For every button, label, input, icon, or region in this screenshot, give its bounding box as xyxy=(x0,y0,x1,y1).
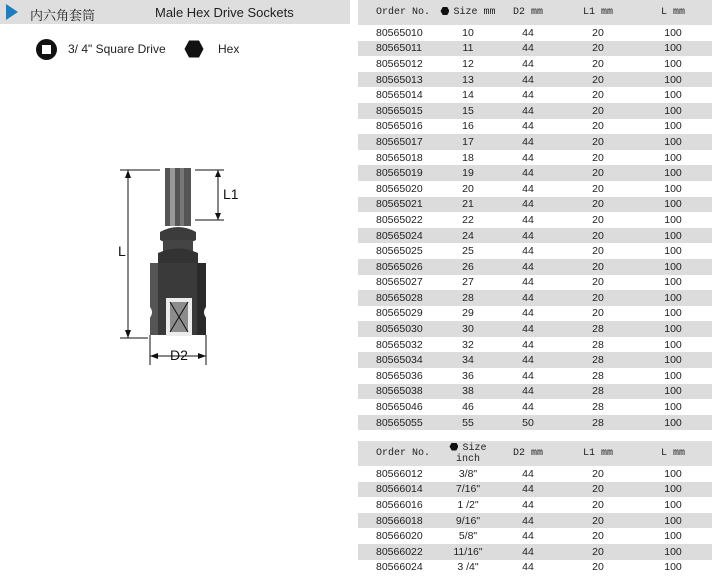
table-row xyxy=(358,306,712,322)
order-no-cell: 80565030 xyxy=(376,323,423,336)
l-cell: 100 xyxy=(664,213,682,226)
order-no-cell: 80565017 xyxy=(376,135,423,148)
l-cell: 100 xyxy=(664,561,682,574)
order-no-cell: 80565010 xyxy=(376,26,423,39)
table-row xyxy=(358,544,712,560)
table-row xyxy=(358,119,712,135)
size-cell: 11 xyxy=(462,42,474,55)
table-row xyxy=(358,228,712,244)
size-cell: 46 xyxy=(462,401,474,414)
table-row xyxy=(358,275,712,291)
d2-cell: 50 xyxy=(522,416,534,429)
table-row xyxy=(358,466,712,482)
square-drive-icon xyxy=(36,39,57,60)
l1-cell: 28 xyxy=(592,354,604,367)
inch-spec-table xyxy=(358,441,712,575)
header-l1: L1 mm xyxy=(582,448,613,459)
size-cell: 34 xyxy=(462,354,474,367)
order-no-cell: 80565028 xyxy=(376,291,423,304)
l1-cell: 28 xyxy=(592,416,604,429)
order-no-cell: 80566012 xyxy=(376,467,423,480)
d2-cell: 44 xyxy=(522,385,534,398)
l-cell: 100 xyxy=(664,135,682,148)
order-no-cell: 80565046 xyxy=(376,401,423,414)
order-no-cell: 80565029 xyxy=(376,307,423,320)
table-row xyxy=(358,165,712,181)
size-cell: 7/16" xyxy=(455,483,481,496)
table-row xyxy=(358,103,712,119)
l-cell: 100 xyxy=(664,245,682,258)
size-cell: 18 xyxy=(462,151,474,164)
l1-cell: 20 xyxy=(592,198,604,211)
d2-cell: 44 xyxy=(522,545,534,558)
size-cell: 27 xyxy=(462,276,474,289)
table-row xyxy=(358,290,712,306)
table-row xyxy=(358,150,712,166)
section-header xyxy=(0,0,350,24)
table-row xyxy=(358,482,712,498)
l-cell: 100 xyxy=(664,354,682,367)
size-cell: 9/16" xyxy=(455,514,481,527)
title-english: Male Hex Drive Sockets xyxy=(155,5,294,20)
size-cell: 19 xyxy=(462,167,474,180)
d2-cell: 44 xyxy=(522,245,534,258)
l-cell: 100 xyxy=(664,514,682,527)
order-no-cell: 80566016 xyxy=(376,498,423,511)
table-row xyxy=(358,399,712,415)
table-row xyxy=(358,384,712,400)
d2-cell: 44 xyxy=(522,369,534,382)
l-cell: 100 xyxy=(664,229,682,242)
table-row xyxy=(358,72,712,88)
size-cell: 26 xyxy=(462,260,474,273)
header-l: L mm xyxy=(660,7,685,18)
size-cell: 14 xyxy=(462,89,474,102)
l-cell: 100 xyxy=(664,307,682,320)
d2-cell: 44 xyxy=(522,198,534,211)
l1-cell: 20 xyxy=(592,229,604,242)
d2-cell: 44 xyxy=(522,323,534,336)
table-row xyxy=(358,134,712,150)
l1-cell: 20 xyxy=(592,26,604,39)
l1-cell: 20 xyxy=(592,213,604,226)
size-cell: 36 xyxy=(462,369,474,382)
l-cell: 100 xyxy=(664,57,682,70)
size-cell: 30 xyxy=(462,323,474,336)
table-row xyxy=(358,513,712,529)
l1-cell: 20 xyxy=(592,151,604,164)
d2-dimension-label: D2 xyxy=(170,347,188,363)
order-no-cell: 80565015 xyxy=(376,104,423,117)
table-body xyxy=(358,466,712,575)
size-cell: 17 xyxy=(462,135,474,148)
table-row xyxy=(358,415,712,431)
order-no-cell: 80565012 xyxy=(376,57,423,70)
l-cell: 100 xyxy=(664,104,682,117)
l-cell: 100 xyxy=(664,276,682,289)
square-drive-label: 3/ 4" Square Drive xyxy=(68,42,166,56)
header-d2: D2 mm xyxy=(512,7,543,18)
d2-cell: 44 xyxy=(522,276,534,289)
l-cell: 100 xyxy=(664,323,682,336)
size-cell: 55 xyxy=(462,416,474,429)
table-row xyxy=(358,337,712,353)
size-cell: 22 xyxy=(462,213,474,226)
order-no-cell: 80565022 xyxy=(376,213,423,226)
header-order-no: Order No. xyxy=(376,448,431,459)
table-row xyxy=(358,259,712,275)
l1-cell: 28 xyxy=(592,323,604,336)
l1-cell: 20 xyxy=(592,530,604,543)
size-cell: 1 /2" xyxy=(457,498,479,511)
hex-icon xyxy=(184,39,204,59)
title-chinese: 内六角套筒 xyxy=(30,8,96,23)
order-no-cell: 80565014 xyxy=(376,89,423,102)
size-cell: 3/8" xyxy=(458,467,478,480)
d2-cell: 44 xyxy=(522,73,534,86)
l1-cell: 20 xyxy=(592,135,604,148)
table-row xyxy=(358,197,712,213)
l-cell: 100 xyxy=(664,73,682,86)
table-row xyxy=(358,528,712,544)
table-row xyxy=(358,25,712,41)
d2-cell: 44 xyxy=(522,135,534,148)
metric-spec-table xyxy=(358,0,712,430)
hex-icon xyxy=(440,7,449,15)
size-cell: 28 xyxy=(462,291,474,304)
order-no-cell: 80565034 xyxy=(376,354,423,367)
l1-cell: 20 xyxy=(592,167,604,180)
d2-cell: 44 xyxy=(522,354,534,367)
l-cell: 100 xyxy=(664,198,682,211)
l-cell: 100 xyxy=(664,498,682,511)
order-no-cell: 80565027 xyxy=(376,276,423,289)
table-row xyxy=(358,56,712,72)
l-cell: 100 xyxy=(664,151,682,164)
socket-diagram xyxy=(100,160,250,375)
header-l1: L1 mm xyxy=(582,7,613,18)
order-no-cell: 80565036 xyxy=(376,369,423,382)
l-cell: 100 xyxy=(664,338,682,351)
l1-cell: 20 xyxy=(592,260,604,273)
size-cell: 13 xyxy=(462,73,474,86)
order-no-cell: 80566018 xyxy=(376,514,423,527)
l1-cell: 28 xyxy=(592,338,604,351)
d2-cell: 44 xyxy=(522,483,534,496)
size-cell: 10 xyxy=(462,26,474,39)
size-cell: 38 xyxy=(462,385,474,398)
order-no-cell: 80565026 xyxy=(376,260,423,273)
table-row xyxy=(358,368,712,384)
order-no-cell: 80566014 xyxy=(376,483,423,496)
l-cell: 100 xyxy=(664,89,682,102)
l1-cell: 20 xyxy=(592,307,604,320)
l1-cell: 20 xyxy=(592,514,604,527)
size-cell: 25 xyxy=(462,245,474,258)
table-row xyxy=(358,243,712,259)
size-cell: 12 xyxy=(462,57,474,70)
l-cell: 100 xyxy=(664,483,682,496)
order-no-cell: 80565024 xyxy=(376,229,423,242)
d2-cell: 44 xyxy=(522,213,534,226)
l1-cell: 20 xyxy=(592,89,604,102)
d2-cell: 44 xyxy=(522,291,534,304)
l-cell: 100 xyxy=(664,42,682,55)
d2-cell: 44 xyxy=(522,338,534,351)
size-cell: 15 xyxy=(462,104,474,117)
d2-cell: 44 xyxy=(522,151,534,164)
d2-cell: 44 xyxy=(522,260,534,273)
l1-cell: 20 xyxy=(592,182,604,195)
hex-label: Hex xyxy=(218,42,240,56)
d2-cell: 44 xyxy=(522,307,534,320)
d2-cell: 44 xyxy=(522,57,534,70)
d2-cell: 44 xyxy=(522,26,534,39)
l-cell: 100 xyxy=(664,26,682,39)
l-cell: 100 xyxy=(664,260,682,273)
d2-cell: 44 xyxy=(522,167,534,180)
l-dimension-label: L xyxy=(118,243,126,259)
order-no-cell: 80565025 xyxy=(376,245,423,258)
table-row xyxy=(358,321,712,337)
table-header xyxy=(358,441,712,466)
order-no-cell: 80566022 xyxy=(376,545,423,558)
order-no-cell: 80565055 xyxy=(376,416,423,429)
header-size: Size inch xyxy=(438,443,498,465)
l1-dimension-label: L1 xyxy=(223,186,239,202)
d2-cell: 44 xyxy=(522,530,534,543)
table-body xyxy=(358,25,712,430)
table-row xyxy=(358,87,712,103)
l1-cell: 28 xyxy=(592,401,604,414)
l-cell: 100 xyxy=(664,467,682,480)
d2-cell: 44 xyxy=(522,401,534,414)
l-cell: 100 xyxy=(664,369,682,382)
order-no-cell: 80565016 xyxy=(376,120,423,133)
size-cell: 20 xyxy=(462,182,474,195)
l1-cell: 20 xyxy=(592,291,604,304)
l1-cell: 28 xyxy=(592,369,604,382)
d2-cell: 44 xyxy=(522,229,534,242)
table-row xyxy=(358,41,712,57)
order-no-cell: 80565011 xyxy=(376,42,422,55)
table-row xyxy=(358,181,712,197)
l1-cell: 20 xyxy=(592,245,604,258)
l1-cell: 20 xyxy=(592,57,604,70)
play-arrow-icon xyxy=(6,4,18,20)
l1-cell: 20 xyxy=(592,545,604,558)
l1-cell: 20 xyxy=(592,104,604,117)
order-no-cell: 80566020 xyxy=(376,530,423,543)
table-row xyxy=(358,497,712,513)
l1-cell: 20 xyxy=(592,276,604,289)
size-cell: 21 xyxy=(462,198,474,211)
l-cell: 100 xyxy=(664,120,682,133)
table-row xyxy=(358,352,712,368)
size-cell: 11/16" xyxy=(453,545,483,558)
l-cell: 100 xyxy=(664,545,682,558)
d2-cell: 44 xyxy=(522,498,534,511)
l1-cell: 20 xyxy=(592,42,604,55)
d2-cell: 44 xyxy=(522,89,534,102)
header-l: L mm xyxy=(660,448,685,459)
d2-cell: 44 xyxy=(522,42,534,55)
l-cell: 100 xyxy=(664,182,682,195)
d2-cell: 44 xyxy=(522,104,534,117)
d2-cell: 44 xyxy=(522,467,534,480)
order-no-cell: 80565019 xyxy=(376,167,423,180)
order-no-cell: 80566024 xyxy=(376,561,423,574)
order-no-cell: 80565018 xyxy=(376,151,423,164)
header-order-no: Order No. xyxy=(376,7,431,18)
size-cell: 3 /4" xyxy=(457,561,479,574)
l1-cell: 20 xyxy=(592,120,604,133)
d2-cell: 44 xyxy=(522,561,534,574)
d2-cell: 44 xyxy=(522,514,534,527)
order-no-cell: 80565032 xyxy=(376,338,423,351)
size-cell: 16 xyxy=(462,120,474,133)
size-cell: 32 xyxy=(462,338,474,351)
l-cell: 100 xyxy=(664,385,682,398)
l1-cell: 20 xyxy=(592,498,604,511)
size-cell: 29 xyxy=(462,307,474,320)
l1-cell: 20 xyxy=(592,483,604,496)
l-cell: 100 xyxy=(664,291,682,304)
d2-cell: 44 xyxy=(522,182,534,195)
order-no-cell: 80565038 xyxy=(376,385,423,398)
hex-icon xyxy=(449,443,458,451)
l1-cell: 20 xyxy=(592,467,604,480)
l-cell: 100 xyxy=(664,167,682,180)
d2-cell: 44 xyxy=(522,120,534,133)
l-cell: 100 xyxy=(664,401,682,414)
l1-cell: 20 xyxy=(592,561,604,574)
l1-cell: 20 xyxy=(592,73,604,86)
size-cell: 24 xyxy=(462,229,474,242)
order-no-cell: 80565013 xyxy=(376,73,423,86)
table-row xyxy=(358,560,712,576)
order-no-cell: 80565021 xyxy=(376,198,423,211)
l-cell: 100 xyxy=(664,416,682,429)
header-d2: D2 mm xyxy=(512,448,543,459)
l1-cell: 28 xyxy=(592,385,604,398)
order-no-cell: 80565020 xyxy=(376,182,423,195)
table-header xyxy=(358,0,712,25)
size-cell: 5/8" xyxy=(458,530,478,543)
l-cell: 100 xyxy=(664,530,682,543)
table-row xyxy=(358,212,712,228)
header-size: Size mm xyxy=(438,7,498,18)
